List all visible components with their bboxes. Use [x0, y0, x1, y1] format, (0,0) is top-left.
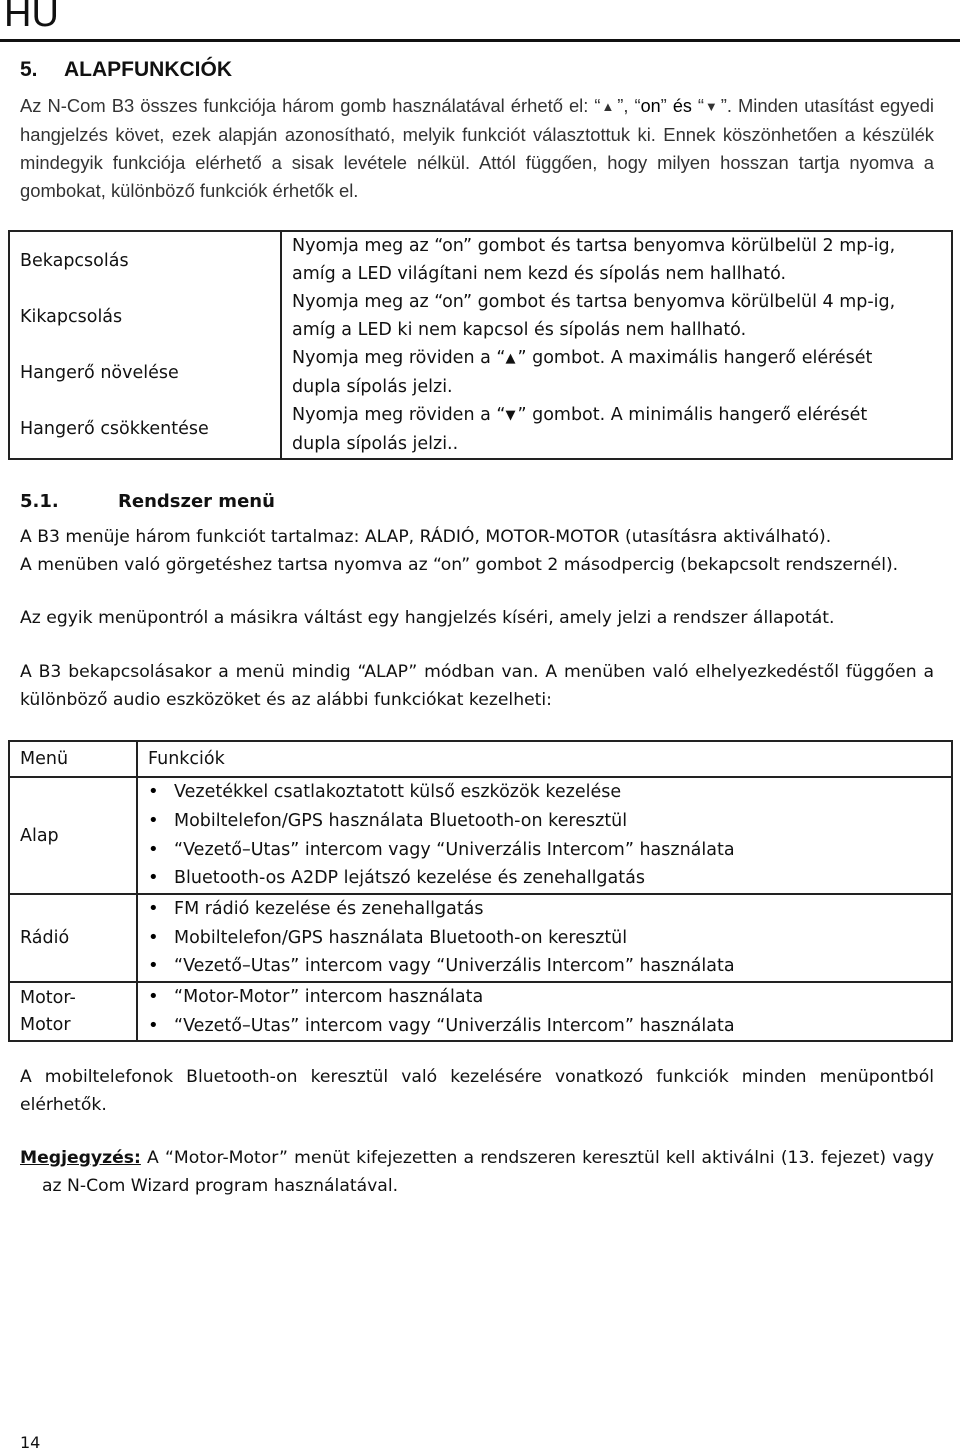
list-item: • Vezetékkel csatlakoztatott külső eszközök kezelése	[148, 778, 951, 807]
functions-motor-motor	[137, 982, 952, 1041]
desc-volume-down-pre: Nyomja meg röviden a “	[292, 405, 506, 425]
on-button-label: on	[440, 555, 462, 575]
section-title	[20, 56, 232, 84]
list-item: • “Motor-Motor” intercom használata	[148, 983, 951, 1012]
menu-alap: Alap	[9, 777, 137, 894]
menu-table	[8, 740, 953, 1042]
menu-paragraph-1-line-2	[20, 551, 934, 579]
list-item: • “Vezető–Utas” intercom vagy “Univerzális Intercom” használata	[148, 952, 951, 981]
desc-power-off-2: amíg a LED ki nem kapcsol és sípolás nem hallható.	[292, 320, 747, 340]
list-item: • Mobiltelefon/GPS használata Bluetooth-on keresztül	[148, 924, 951, 953]
functions-descriptions-cell	[281, 231, 952, 459]
list-item: • FM rádió kezelése és zenehallgatás	[148, 895, 951, 924]
note-paragraph	[20, 1144, 934, 1200]
menu-paragraph-1	[20, 523, 934, 579]
label-volume-up: Hangerő növelése	[20, 363, 179, 383]
desc-volume-up-pre: Nyomja meg röviden a “	[292, 348, 506, 368]
section-title-text: ALAPFUNKCIÓK	[64, 58, 232, 81]
list-item: • Mobiltelefon/GPS használata Bluetooth-on keresztül	[148, 807, 951, 836]
up-arrow-icon: ▲	[600, 99, 618, 114]
menu-motor-line-2: Motor	[20, 1014, 71, 1035]
menu-paragraph-3: A B3 bekapcsolásakor a menü mindig “ALAP” módban van. A menüben való elhelyezkedéstől függően a különböző audio eszközöket és az alábbi funkciókat kezelheti:	[20, 662, 934, 710]
functions-table	[8, 230, 953, 460]
note-label: Megjegyzés:	[20, 1148, 141, 1168]
label-power-on: Bekapcsolás	[20, 251, 129, 271]
desc-power-on-1: Nyomja meg az “on” gombot és tartsa benyomva körülbelül 2 mp-ig,	[292, 236, 896, 256]
desc-power-on-2: amíg a LED világítani nem kezd és sípolás nem hallható.	[292, 264, 787, 284]
subsection-title-text: Rendszer menü	[118, 491, 275, 512]
subsection-title	[20, 488, 275, 516]
desc-power-off-1: Nyomja meg az “on” gombot és tartsa benyomva körülbelül 4 mp-ig,	[292, 292, 896, 312]
desc-volume-up-post: ” gombot. A maximális hangerő elérését	[517, 348, 873, 368]
functions-header-cell: Funkciók	[137, 741, 952, 777]
menu-paragraph-1-post: ” gombot 2 másodpercig (bekapcsolt rendszernél).	[461, 555, 899, 575]
on-button-label: on	[640, 96, 661, 116]
note-text: A “Motor-Motor” menüt kifejezetten a rendszeren keresztül kell aktiválni (13. fejezet) vagy az N-Com Wizard program használatával.	[42, 1148, 934, 1196]
menu-motor-line-1: Motor-	[20, 987, 76, 1008]
intro-paragraph: Az N-Com B3 összes funkciója három gomb használatával érhető el: “▲”, “on” és “▼”. Minden utasítást egyedi hangjelzés követ, ezek alapján azonosítható, melyik funkciót választottuk ki. Ennek köszönhetően a készülék mindegyik funkciója elérhető a sisak levétele nélkül. Attól függően, hogy milyen hosszan tartja nyomva a gombokat, különböző funkciók érhetők el.	[20, 95, 935, 201]
list-item: • “Vezető–Utas” intercom vagy “Univerzális Intercom” használata	[148, 1012, 951, 1041]
desc-volume-down-2: dupla sípolás jelzi..	[292, 434, 459, 454]
intro-text-1: Az N-Com B3 összes funkciója három gomb használatával érhető el:	[20, 95, 595, 116]
label-volume-down: Hangerő csökkentése	[20, 419, 209, 439]
up-arrow-icon: ▲	[505, 351, 518, 366]
down-arrow-icon: ▼	[703, 99, 721, 114]
down-arrow-icon: ▼	[505, 408, 518, 423]
list-item: • Bluetooth-os A2DP lejátszó kezelése és zenehallgatás	[148, 864, 951, 893]
page-number: 14	[20, 1433, 41, 1452]
language-code: HU	[4, 0, 59, 35]
subsection-number: 5.1.	[20, 491, 59, 512]
menu-paragraph-1-pre: A menüben való görgetéshez tartsa nyomva az “	[20, 555, 441, 575]
list-item: • “Vezető–Utas” intercom vagy “Univerzális Intercom” használata	[148, 836, 951, 865]
label-power-off: Kikapcsolás	[20, 307, 123, 327]
section-number: 5.	[20, 58, 38, 81]
desc-volume-up-2: dupla sípolás jelzi.	[292, 377, 453, 397]
functions-radio	[137, 894, 952, 982]
functions-alap	[137, 777, 952, 894]
menu-radio: Rádió	[9, 894, 137, 982]
menu-motor-motor	[9, 982, 137, 1041]
desc-volume-down-1	[292, 401, 951, 430]
desc-volume-down-post: ” gombot. A minimális hangerő elérését	[517, 405, 868, 425]
header-rule	[0, 39, 960, 42]
menu-paragraph-1-line-1: A B3 menüje három funkciót tartalmaz: ALAP, RÁDIÓ, MOTOR-MOTOR (utasításra aktiválható).	[20, 527, 832, 547]
and-word: és	[672, 96, 692, 116]
desc-volume-up-1	[292, 344, 951, 373]
functions-labels-cell	[9, 231, 281, 459]
menu-paragraph-2: Az egyik menüpontról a másikra váltást egy hangjelzés kíséri, amely jelzi a rendszer állapotát.	[20, 608, 835, 628]
intro-text-2: . Minden utasítást egyedi hangjelzés követ, ezek alapján azonosítható, melyik funkciót választottuk ki. Ennek köszönhetően a készülék mindegyik funkciója elérhető a sisak levétele nélkül. Attól függően, hogy milyen hosszan tartja nyomva a gombokat, különböző funkciók érhetők el.	[20, 95, 935, 201]
menu-header-cell: Menü	[9, 741, 137, 777]
bluetooth-paragraph: A mobiltelefonok Bluetooth-on keresztül való kezelésére vonatkozó funkciók minden menüpontból elérhetők.	[20, 1067, 934, 1115]
